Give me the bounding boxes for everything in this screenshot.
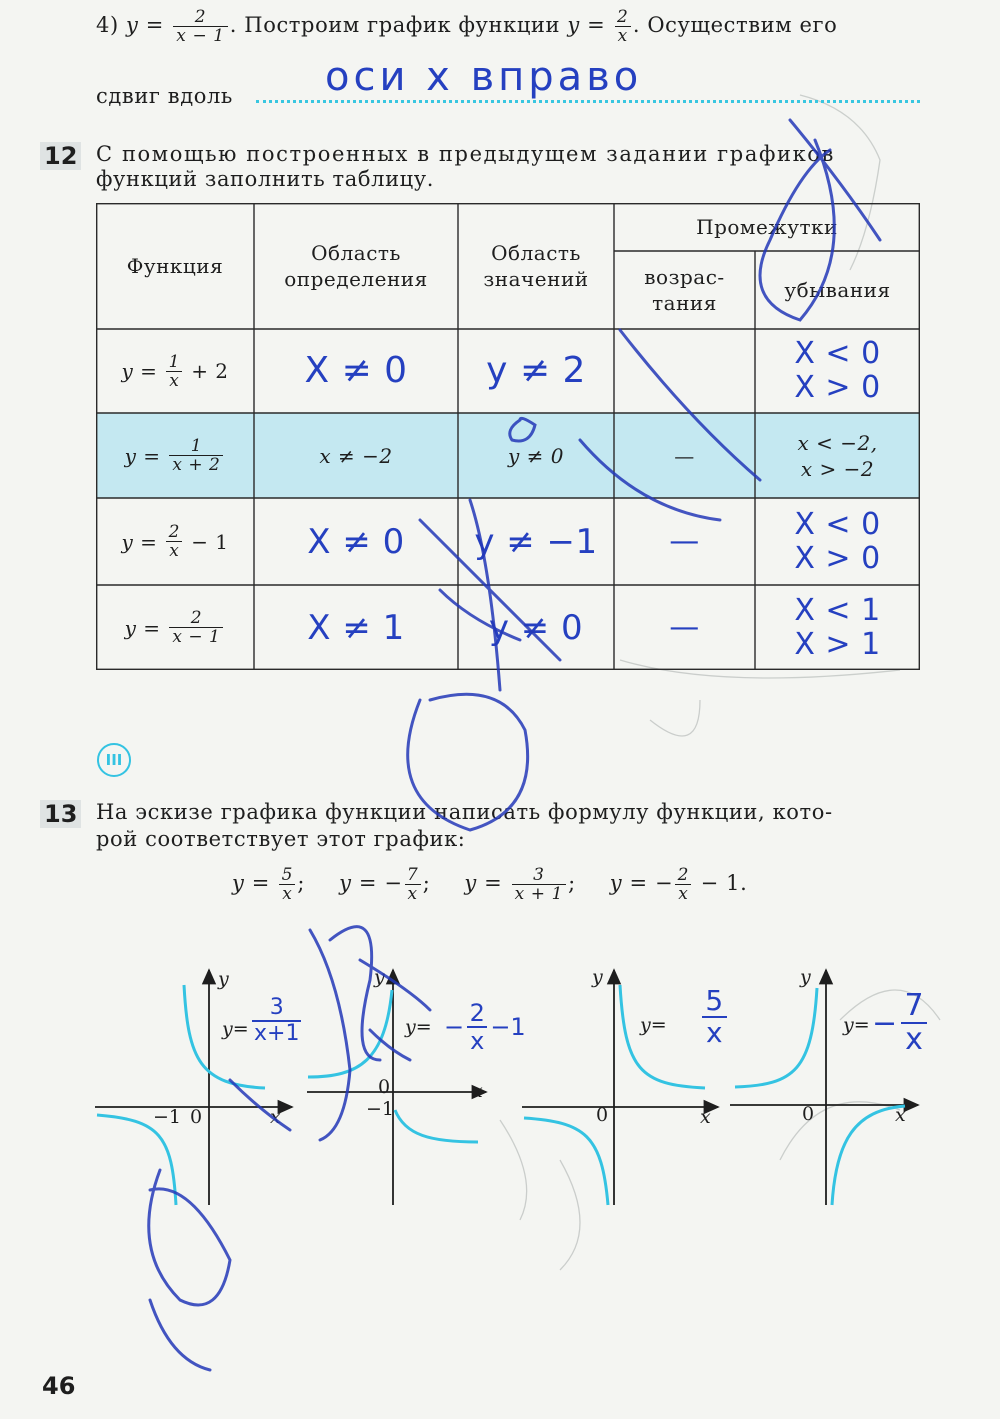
row2-increase: —: [674, 443, 695, 468]
task13-formulas: [232, 866, 747, 903]
instruction-text-end: . Осуществим его: [632, 13, 838, 37]
graph4-answer: − $\frac{7}{x}$: [872, 990, 927, 1056]
graph4-y-label: y: [800, 966, 811, 988]
row2-decrease: x < −2, x > −2: [797, 430, 878, 481]
graph4-origin: 0: [802, 1103, 815, 1125]
graph1-tick: −1: [153, 1106, 182, 1128]
header-increase: возрас-тания: [644, 265, 725, 315]
header-range: Область значений: [483, 241, 589, 291]
row1-increase: [614, 329, 755, 413]
row4-function: y = $\frac{2}{x - 1}$: [96, 585, 254, 670]
row3-range: y ≠ −1: [474, 521, 598, 562]
task12-number: 12: [40, 142, 81, 170]
row2-domain: x ≠ −2: [319, 443, 393, 468]
task11-part4-line1: [96, 8, 837, 45]
task12-text-line1: С помощью построенных в предыдущем задании графиков: [96, 142, 835, 166]
row3-domain: X ≠ 0: [307, 521, 405, 562]
row3-increase: —: [669, 523, 700, 559]
graph1-x-label: x: [270, 1106, 281, 1128]
formula-option-1: y = $\frac{5}{x}$ ;: [232, 865, 306, 904]
formula-option-4: y = − $\frac{2}{x}$ − 1.: [609, 865, 748, 904]
formula-fraction-2: $\frac{2}{x}$: [615, 8, 631, 45]
row2-range: y ≠ 0: [508, 443, 564, 468]
part-prefix: 4): [96, 13, 119, 37]
task12-text-line2: функций заполнить таблицу.: [96, 167, 435, 191]
row1-function: y = $\frac{1}{x}$ + 2: [121, 351, 229, 391]
graph1-y-label: y: [218, 968, 229, 990]
row4-increase: —: [669, 609, 700, 645]
row4-range: y ≠ 0: [488, 607, 584, 648]
task13-text-line2: рой соответствует этот график:: [96, 827, 466, 851]
task12-table: [96, 203, 920, 670]
row4-domain: X ≠ 1: [307, 607, 405, 648]
graph2-tick: −1: [366, 1098, 395, 1120]
graph1-answer: 3 x+1: [254, 995, 300, 1046]
header-intervals: Промежутки: [696, 215, 838, 239]
instruction-text: . Построим график функции: [229, 13, 561, 37]
graph3-y-label: y: [592, 966, 603, 988]
graph2-y-label: y: [374, 966, 385, 988]
header-domain: Область определения: [284, 241, 428, 291]
row3-function: y = $\frac{2}{x}$ − 1: [121, 522, 229, 561]
graph-3: [522, 970, 718, 1205]
formula-fraction-1: $\frac{2}{x - 1}$: [173, 8, 227, 45]
row3-decrease: X < 0 X > 0: [794, 506, 881, 576]
row1-decrease: X < 0 X > 0: [794, 336, 881, 405]
formula-lhs-2: y =: [567, 13, 606, 37]
handwritten-answer-shift: оси x вправо: [325, 54, 643, 100]
row2-function: y = $\frac{1}{x + 2}$: [96, 413, 254, 498]
task13-text-line1: На эскизе графика функции написать формулу функции, кото-: [96, 800, 833, 824]
graph4-prefix: y=: [843, 1014, 870, 1036]
row1-range: y ≠ 2: [486, 350, 586, 391]
graph3-prefix: y=: [640, 1014, 667, 1036]
formula-option-2: y = − $\frac{7}{x}$ ;: [339, 865, 431, 904]
formula-lhs: y =: [126, 13, 164, 37]
graph2-answer: − $\frac{2}{x}$ −1: [444, 999, 526, 1055]
header-decrease: убывания: [784, 278, 891, 302]
row1-domain: X ≠ 0: [304, 350, 408, 391]
header-function: Функция: [126, 254, 224, 278]
graph1-prefix: y=: [222, 1018, 249, 1040]
graph1-origin: 0: [190, 1106, 203, 1128]
answer-dotted-line: [256, 100, 920, 103]
row4-decrease: X < 1 X > 1: [794, 592, 881, 662]
task13-number: 13: [40, 800, 81, 828]
graph2-x-label: x: [472, 1080, 483, 1102]
graph2-origin: 0: [378, 1076, 391, 1098]
graph2-prefix: y=: [405, 1016, 432, 1038]
level-badge: III: [97, 743, 131, 777]
graph4-x-label: x: [895, 1104, 906, 1126]
graph3-x-label: x: [700, 1106, 711, 1128]
formula-option-3: y = $\frac{3}{x + 1}$ ;: [464, 865, 576, 904]
graph3-answer: 5 x: [702, 986, 727, 1048]
graph3-origin: 0: [596, 1104, 609, 1126]
task11-part4-line2: сдвиг вдоль: [96, 84, 233, 108]
page-number: 46: [42, 1372, 76, 1400]
